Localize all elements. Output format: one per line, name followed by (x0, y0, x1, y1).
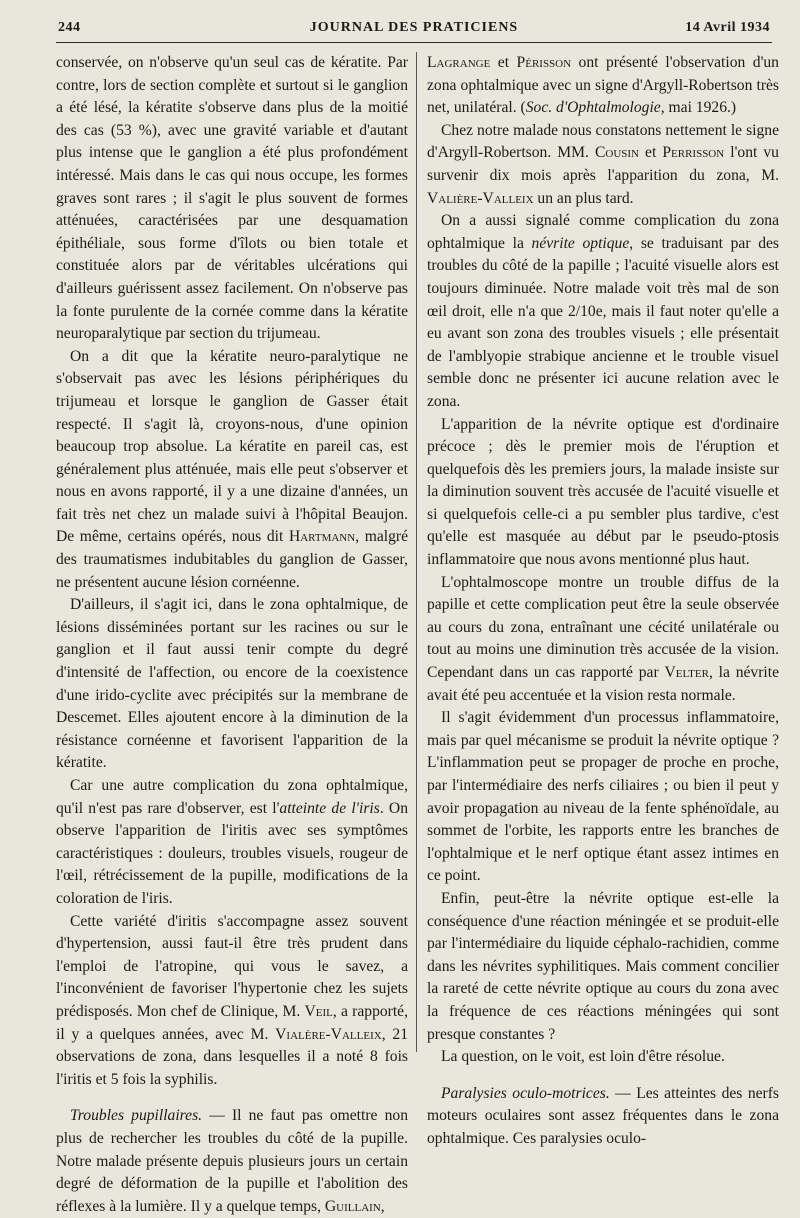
citation: Soc. d'Ophtalmologie, (525, 99, 665, 117)
author-name: Velter (664, 664, 709, 682)
paragraph: Chez notre malade nous constatons nettement le signe d'Argyll-Robertson. MM. Cousin et Perrisson l'ont vu survenir dix mois après l'apparition du zona, M. Valière-Valleix un an plus tard. (427, 121, 779, 207)
paragraph: Car une autre complication du zona ophtalmique, qu'il n'est pas rare d'observer, est l'atteinte de l'iris. On observe l'apparition de l'iritis avec ses symptômes caractéristiques : douleurs, troubles visuels, rougeur de l'œil, rétrécissement de la pupille, modifications de la coloration de l'iris. (56, 777, 408, 907)
author-name: Périsson (516, 54, 572, 71)
header-rule (56, 42, 772, 43)
author-name: Vialère-Valleix (275, 1025, 382, 1043)
paragraph: La question, on le voit, est loin d'être résolue. (441, 1048, 725, 1066)
paragraph: Lagrange et Périsson ont présenté l'observation d'un zona ophtalmique avec un signe d'Argyll-Robertson très net, unilatéral. (Soc. d'Ophtalmologie, mai 1926.) (427, 54, 779, 117)
issue-date: 14 Avril 1934 (685, 20, 770, 35)
paragraph: D'ailleurs, il s'agit ici, dans le zona ophtalmique, de lésions disséminées portant sur les racines ou sur le ganglion et il faut aussi tenir compte du degré d'intensité de l'affection, ou encore de la coexistence d'une irido-cyclite avec précipités sur la membrane de Descemet. Elles ajoutent encore à la diminution de la résistance cornéenne et favorisent l'apparition de la kératite. (56, 596, 408, 772)
author-name: Lagrange (427, 54, 491, 71)
author-name: Hartmann (288, 528, 356, 546)
section-heading: Troubles pupillaires. (70, 1107, 203, 1125)
author-name: Guillain (324, 1197, 381, 1215)
paragraph: L'apparition de la névrite optique est d'ordinaire précoce ; dès le premier mois de l'éruption et quelquefois dès les premiers jours, la malade insiste sur la diminution souvent très accusée de l'acuité visuelle et si quelquefois celle-ci a pu sembler plus tardive, c'est qu'elle est masquée au début par le pseudo-ptosis inflammatoire que nous avons mentionné plus haut. (427, 415, 779, 569)
page-header (58, 14, 770, 44)
paragraph: On a dit que la kératite neuro-paralytique ne s'observait pas avec les lésions périphériques du trijumeau et lorsque le ganglion de Gasser était respecté. Il s'agit là, croyons-nous, d'une opinion beaucoup trop absolue. La kératite en pareil cas, est généralement plus atténuée, mais elle peut s'observer et nous en avons rapporté, il y a une dizaine d'années, un fait très net chez un malade suivi à l'hôpital Beaujon. De même, certains opérés, nous dit Hartmann, malgré des traumatismes indubitables du ganglion de Gasser, ne présentent aucune lésion cornéenne. (56, 347, 409, 591)
journal-title: JOURNAL DES PRATICIENS (309, 20, 519, 35)
paragraph: conservée, on n'observe qu'un seul cas de kératite. Par contre, lors de section complète et surtout si le ganglion a été lésé, la kératite s'observe dans plus de la moitié des cas (53 %), avec une gravité variable et d'autant plus intense que le ganglion a été plus profondément intéressé. Mais dans le cas qui nous occupe, les formes graves sont rares ; il s'agit le plus souvent de formes atténuées, caractérisées par une desquamation épithéliale, sous forme d'îlots ou bien totale et constituée alors par de véritables ulcérations qui d'ailleurs guérissent assez facilement. On n'observe pas la fonte purulente de la cornée comme dans la kératite neuroparalytique par section du trijumeau. (56, 54, 408, 343)
left-column (56, 52, 408, 1218)
author-name: Valière-Valleix (427, 189, 534, 207)
author-name: Veil (304, 1002, 333, 1020)
paragraph: On a aussi signalé comme complication du zona ophtalmique la névrite optique, se traduisant par des troubles du côté de la papille ; l'acuité visuelle alors est toujours diminuée. Notre malade voit très mal de son œil droit, elle n'a que 2/10e, mais il faut noter qu'elle a eu avant son zona des troubles visuels ; elle présentait de l'amblyopie strabique ancienne et le trouble visuel semble donc ne présenter ici aucune relation avec le zona. (427, 212, 779, 410)
author-name: Cousin (594, 144, 639, 162)
paragraph: Cette variété d'iritis s'accompagne assez souvent d'hypertension, aussi faut-il être très prudent dans l'emploi de l'atropine, qui vous le savez, a l'inconvénient de favoriser l'hypertonie chez les sujets prédisposés. Mon chef de Clinique, M. Veil, a rapporté, il y a quelques années, avec M. Vialère-Valleix, 21 observations de zona, dans lesquelles il a noté 8 fois l'iritis et 5 fois la syphilis. (56, 912, 409, 1088)
right-column (427, 52, 779, 1151)
paragraph: Paralysies oculo-motrices. — Les atteintes des nerfs moteurs oculaires sont assez fréquentes dans le zona ophtalmique. Ces paralysies oculo- (427, 1084, 779, 1147)
column-divider (416, 52, 417, 1052)
paragraph: Enfin, peut-être la névrite optique est-elle la conséquence d'une réaction méningée et se produit-elle par l'intermédiaire du liquide céphalo-rachidien, comme dans les névrites syphilitiques. Mais comment concilier la rareté de cette névrite optique au cours du zona avec la fréquence de ces réactions méningées qui sont presque constantes ? (427, 889, 779, 1043)
page-number: 244 (58, 20, 81, 35)
emphasis: névrite optique (531, 234, 630, 252)
paragraph: L'ophtalmoscope montre un trouble diffus de la papille et cette complication peut être la seule observée au cours du zona, entraînant une cécité unilatérale ou tout au moins une diminution très accusée de la vision. Cependant dans un cas rapporté par Velter, la névrite avait été peu accentuée et la vision resta normale. (427, 573, 779, 704)
paragraph: Il s'agit évidemment d'un processus inflammatoire, mais par quel mécanisme se produit la névrite optique ? L'inflammation peut se propager de proche en proche, par l'intermédiaire des nerfs ciliaires ; ou bien il peut y avoir propagation au niveau de la fente sphénoïdale, au sommet de l'orbite, les rapports entre les branches de l'ophtalmique et le nerf optique étant assez intimes en ce point. (427, 709, 779, 885)
section-heading: Paralysies oculo-motrices. (441, 1084, 610, 1102)
paragraph: Troubles pupillaires. — Il ne faut pas omettre non plus de rechercher les troubles du côté de la pupille. Notre malade présente depuis plusieurs jours un certain degré de déformation de la pupille et l'abolition des réflexes à la lumière. Il y a quelque temps, Guillain, (56, 1107, 408, 1215)
emphasis: atteinte de l'iris (279, 799, 380, 817)
author-name: Perrisson (662, 144, 725, 162)
